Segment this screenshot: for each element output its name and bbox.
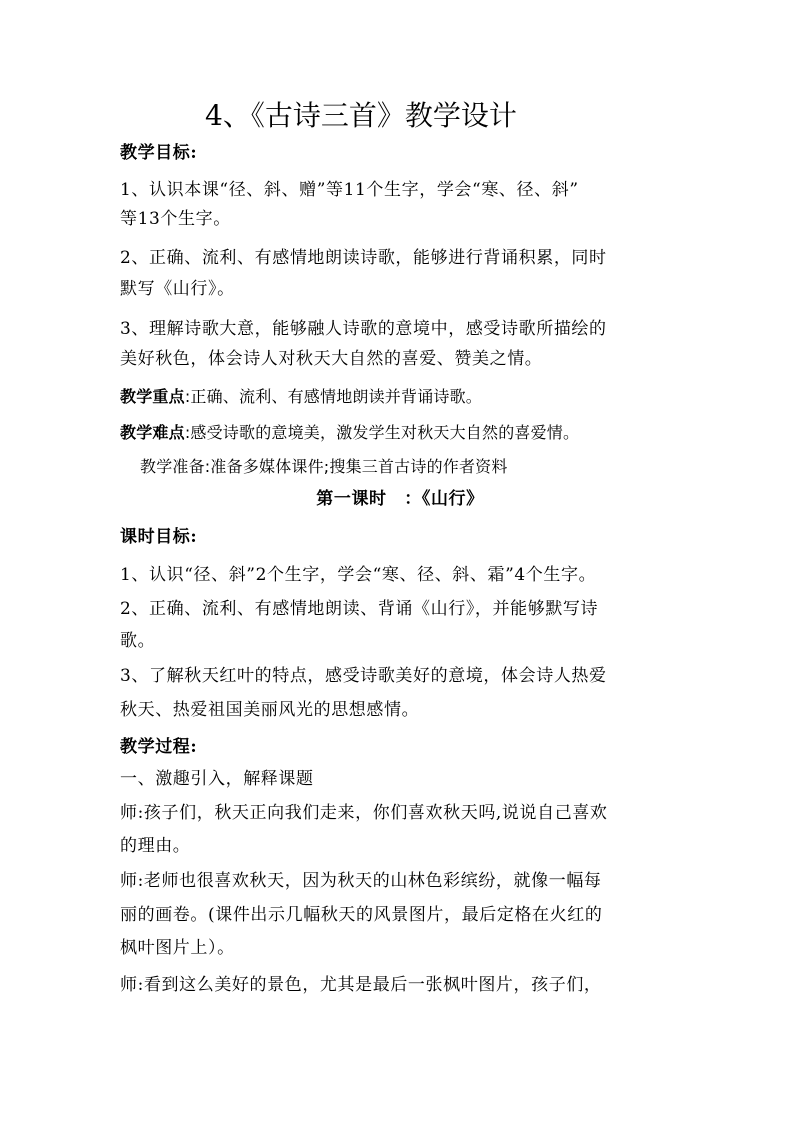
teaching-difficulty-label: 教学难点: [120, 423, 185, 442]
teacher-line-1b: 的理由。: [120, 836, 191, 856]
lesson-objective-2-line-2: 歌。: [120, 631, 156, 651]
lesson-objective-2-line-1: 2、正确、流利、有感情地朗读、背诵《山行》，并能够默写诗: [120, 599, 599, 619]
process-step-1: 一、激趣引入，解释课题: [120, 769, 314, 789]
objective-1-line-1: 1、认识本课“径、斜、赠”等11个生字，学会“寒、径、斜”: [120, 180, 579, 200]
teacher-line-2c: 枫叶图片上）。: [120, 938, 235, 958]
teaching-focus-text: :正确、流利、有感情地朗读并背诵诗歌。: [184, 387, 483, 406]
teacher-line-2a: 师:老师也很喜欢秋天，因为秋天的山林色彩缤纷，就像一幅每: [120, 871, 602, 891]
teaching-focus: [120, 385, 680, 409]
lesson-objective-1: 1、认识“径、斜”2个生字，学会“寒、径、斜、霜”4个生字。: [120, 565, 597, 585]
objective-2-line-2: 默写《山行》。: [120, 279, 235, 299]
teacher-line-3a: 师:看到这么美好的景色，尤其是最后一张枫叶图片，孩子们，: [120, 975, 602, 995]
objective-2-line-1: 2、正确、流利、有感情地朗读诗歌，能够进行背诵积累，同时: [120, 248, 607, 268]
lesson-objective-3-line-2: 秋天、热爱祖国美丽风光的思想感情。: [120, 700, 420, 720]
objectives-heading: 教学目标:: [120, 143, 198, 163]
teaching-preparation: 教学准备:准备多媒体课件;搜集三首古诗的作者资料: [140, 457, 508, 476]
process-heading: 教学过程:: [120, 737, 198, 757]
teaching-difficulty-text: :感受诗歌的意境美，激发学生对秋天大自然的喜爱情。: [184, 423, 580, 442]
lesson-heading: 第一课时 ：《山行》: [316, 489, 484, 509]
objective-3-line-2: 美好秋色，体会诗人对秋天大自然的喜爱、赞美之情。: [120, 349, 543, 369]
teacher-line-2b: 丽的画卷。(课件出示几幅秋天的风景图片，最后定格在火红的: [120, 905, 603, 925]
lesson-objectives-heading: 课时目标:: [120, 527, 198, 547]
teacher-line-1a: 师:孩子们，秋天正向我们走来，你们喜欢秋天吗,说说自己喜欢: [120, 803, 608, 823]
objective-3-line-1: 3、理解诗歌大意，能够融人诗歌的意境中，感受诗歌所描绘的: [120, 319, 607, 339]
teaching-difficulty: [120, 421, 680, 445]
objective-1-line-2: 等13个生字。: [120, 209, 231, 229]
teaching-focus-label: 教学重点: [120, 387, 185, 406]
lesson-objective-3-line-1: 3、了解秋天红叶的特点，感受诗歌美好的意境，体会诗人热爱: [120, 666, 607, 686]
document-title: 4、《古诗三首》教学设计: [205, 99, 517, 132]
